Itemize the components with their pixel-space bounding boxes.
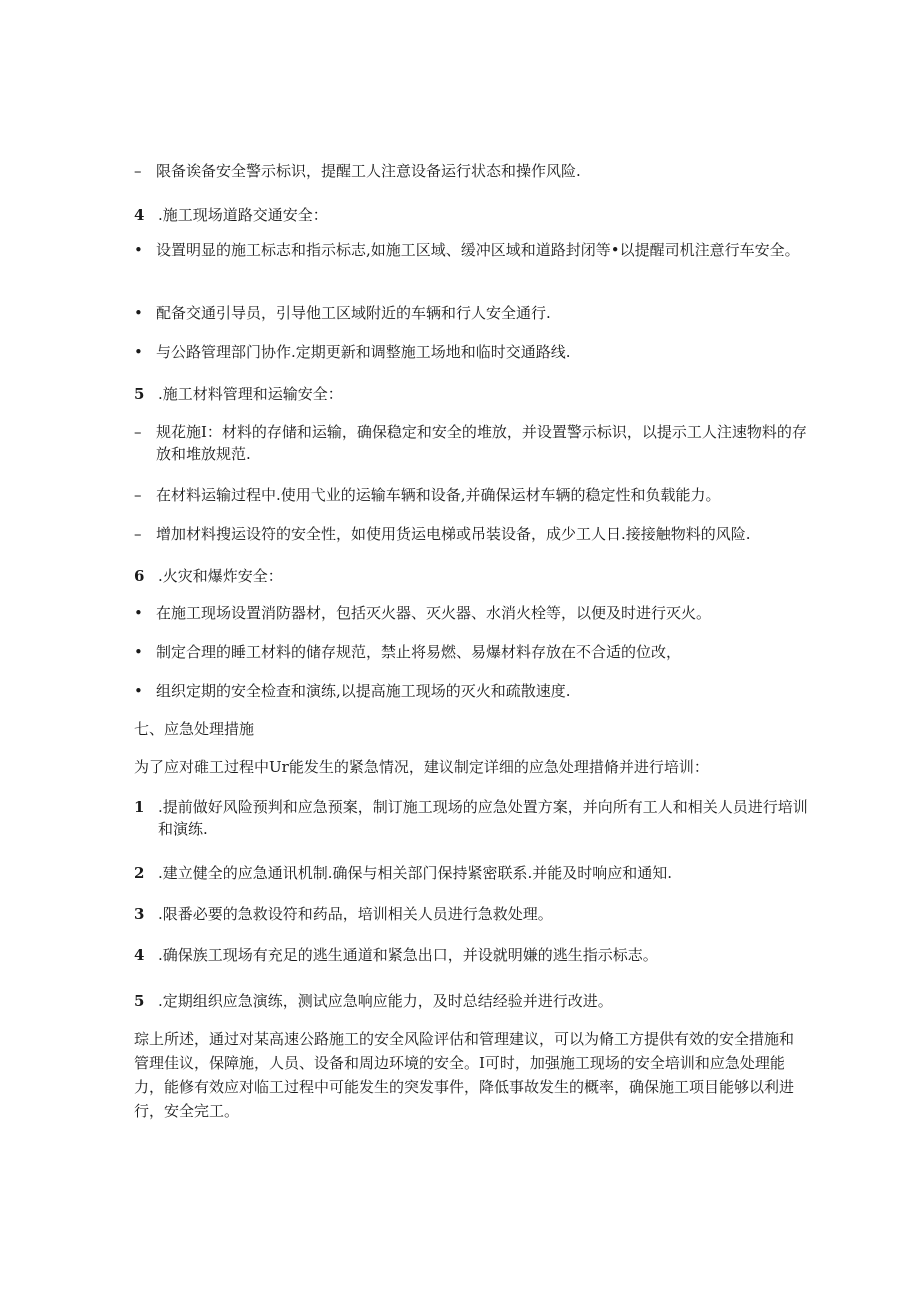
- item-number: 2: [134, 864, 145, 882]
- bullet-marker: •: [134, 304, 143, 322]
- numbered-item: [134, 990, 820, 1012]
- list-item-text: 配备交通引导员，引导他工区域附近的车辆和行人安全通行.: [156, 304, 551, 322]
- numbered-heading: [134, 383, 820, 405]
- numbered-item: [134, 796, 820, 840]
- numbered-item: [134, 862, 820, 884]
- heading-number: 5: [134, 385, 145, 403]
- item-text: .提前做好风险预判和应急预案，制订施工现场的应急处置方案，并向所有工人和相关人员进行培训和演练.: [158, 798, 808, 838]
- numbered-heading: [134, 204, 820, 226]
- heading-text: .火灾和爆炸安全：: [158, 567, 283, 585]
- heading-number: 4: [134, 206, 145, 224]
- list-item-text: 增加材料搜运设符的安全性，如使用货运电梯或吊装设备，成少工人日.接接触物料的风险.: [156, 525, 751, 543]
- item-number: 3: [134, 905, 145, 923]
- item-text: .建立健全的应急通讯机制.确保与相关部门保持紧密联系.并能及时响应和通知.: [158, 864, 673, 882]
- list-item-text: 在材料运输过程中.使用弋业的运输车辆和设备,并确保运材车辆的稳定性和负载能力。: [156, 486, 721, 504]
- list-item: [134, 160, 818, 182]
- item-number: 1: [134, 798, 145, 816]
- dash-marker: –: [134, 162, 142, 180]
- list-item: [134, 641, 818, 663]
- item-text: .限番必要的急救设符和药品，培训相关人员进行急救处理。: [158, 905, 553, 923]
- list-item: [134, 602, 818, 624]
- heading-text: .施工材料管理和运输安全：: [158, 385, 343, 403]
- list-item-text: 组织定期的安全检查和演练,以提高施工现场的灭火和疏散速度.: [156, 682, 571, 700]
- item-number: 5: [134, 992, 145, 1010]
- list-item-text: 制定合理的睡工材料的储存规范，禁止将易燃、易爆材料存放在不合适的位改，: [156, 643, 682, 661]
- list-item: [134, 421, 818, 465]
- list-item: [134, 484, 818, 506]
- item-text: .定期组织应急演练，测试应急响应能力，及时总结经验并进行改进。: [158, 992, 613, 1010]
- item-number: 4: [134, 946, 145, 964]
- intro-paragraph: 为了应对碓工过程中Ur能发生的紧急情况，建议制定详细的应急处理措脩并进行培训：: [134, 758, 709, 776]
- list-item: [134, 302, 818, 324]
- dash-marker: –: [134, 486, 142, 504]
- bullet-marker: •: [134, 343, 143, 361]
- list-item: [134, 680, 818, 702]
- dash-marker: –: [134, 423, 142, 441]
- list-item-text: 设置明显的施工标志和指示标志,如施工区域、缓冲区域和道路封闭等•以提醒司机注意行车安全。: [156, 241, 800, 259]
- list-item-text: 规花施I：材料的存储和运输，确保稳定和安全的堆放，并设置警示标识，以提示工人注速物料的存放和堆放规范.: [156, 423, 807, 463]
- list-item: [134, 341, 818, 363]
- section-heading: 七、应急处理措施: [134, 720, 255, 738]
- bullet-marker: •: [134, 643, 143, 661]
- heading-text: .施工现场道路交通安全：: [158, 206, 328, 224]
- bullet-marker: •: [134, 604, 143, 622]
- dash-marker: –: [134, 525, 142, 543]
- list-item: [134, 523, 818, 545]
- numbered-item: [134, 944, 820, 966]
- numbered-heading: [134, 565, 820, 587]
- list-item-text: 在施工现场设置消防器材，包括灭火器、灭火器、水消火栓等，以便及时进行灭火。: [156, 604, 712, 622]
- list-item: [134, 239, 818, 261]
- bullet-marker: •: [134, 682, 143, 700]
- list-item-text: 与公路管理部门协作.定期更新和调整施工场地和临时交通路线.: [156, 343, 571, 361]
- bullet-marker: •: [134, 241, 143, 259]
- list-item-text: 限备诶备安全警示标识，提醒工人注意设备运行状态和操作风险.: [156, 162, 581, 180]
- summary-paragraph: 琮上所述，通过对某高速公路施工的安全风险评估和管理建议，可以为脩工方提供有效的安全措施和管理佳议，保障施，人员、设备和周边环境的安全。I可时，加强施工现场的安全培训和应急处理能力，能修有效应对临工过程中可能发生的突发事件，降低事故发生的概率，确保施工项目能够以利进行，安全完工。: [134, 1030, 795, 1120]
- numbered-item: [134, 903, 820, 925]
- heading-number: 6: [134, 567, 145, 585]
- item-text: .确保族工现场有充足的逃生通道和紧急出口，并设就明嫌的逃生指示标志。: [158, 946, 658, 964]
